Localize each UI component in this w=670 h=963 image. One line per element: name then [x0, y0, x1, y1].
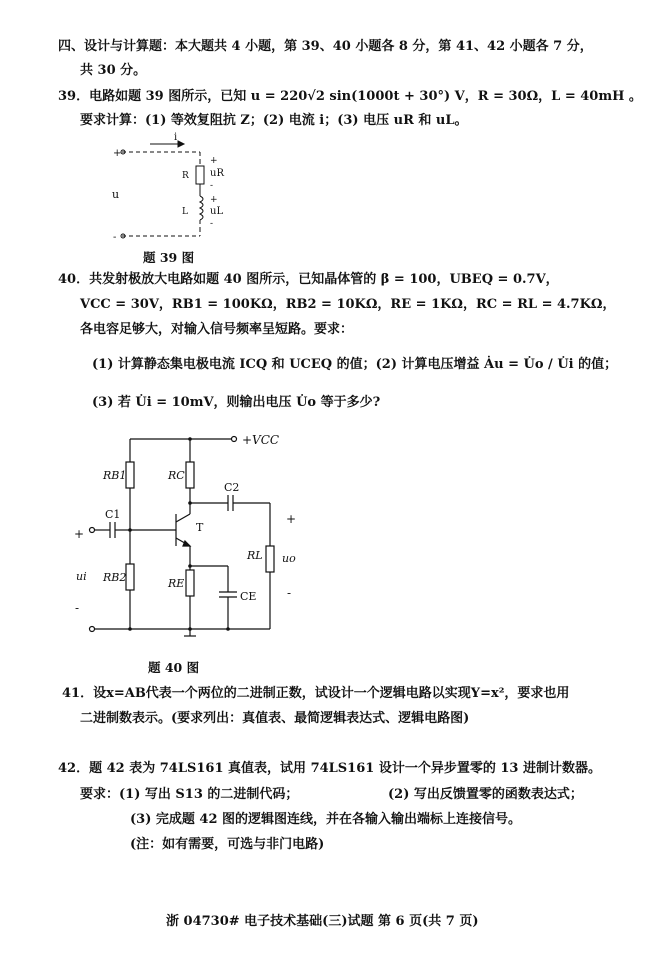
q42-req1: 要求：(1) 写出 S13 的二进制代码； [80, 787, 299, 802]
q42-line1: 42．题 42 表为 74LS161 真值表，试用 74LS161 设计一个异步置零的 13 进制计数器。 [58, 761, 601, 776]
section-header-cont: 共 30 分。 [80, 63, 147, 78]
q40-re-label: RE [168, 577, 185, 590]
q40-ui-label: ui [76, 570, 87, 583]
q40-transistor-label: T [196, 521, 204, 534]
q39-ur-minus: - [210, 181, 214, 191]
q40-rb2-label: RB2 [103, 571, 127, 584]
q40-req2: (3) 若 U̇i = 10mV，则输出电压 U̇o 等于多少? [92, 395, 381, 410]
q39-ul-label: uL [210, 206, 224, 217]
q42-req3: (3) 完成题 42 图的逻辑图连线，并在各输入输出端标上连接信号。 [130, 812, 522, 827]
q42-note: (注：如有需要，可选与非门电路) [130, 837, 325, 852]
q39-voltage-label: u [112, 188, 120, 201]
q40-line2: VCC = 30V，RB1 = 100KΩ，RB2 = 10KΩ，RE = 1KΩ，RC = RL = 4.7KΩ， [80, 297, 616, 312]
q40-c2-label: C2 [224, 481, 240, 494]
q40-out-plus: + [286, 512, 297, 526]
q40-req1: (1) 计算静态集电极电流 ICQ 和 UCEQ 的值；(2) 计算电压增益 Ȧu = U̇o / U̇i 的值； [92, 357, 618, 372]
q40-ce-label: CE [240, 590, 257, 603]
q41-line1: 41．设x=AB代表一个两位的二进制正数，试设计一个逻辑电路以实现Y=x²，要求也用 [62, 686, 570, 701]
q39-inductor-label: L [182, 207, 188, 217]
q39-resistor-label: R [182, 171, 189, 181]
q39-line2: 要求计算：(1) 等效复阻抗 Z；(2) 电流 i；(3) 电压 uR 和 uL。 [80, 113, 468, 128]
q39-ur-plus: + [210, 156, 218, 166]
q42-req2: (2) 写出反馈置零的函数表达式； [388, 787, 583, 802]
q40-rb1-label: RB1 [103, 469, 127, 482]
q40-vcc-label: +VCC [242, 433, 280, 447]
q40-uo-label: uo [282, 552, 296, 565]
q40-out-minus: - [287, 586, 292, 600]
q40-rc-label: RC [168, 469, 185, 482]
q40-in-minus: - [75, 601, 80, 615]
q39-ur-label: uR [210, 168, 224, 179]
section-header: 四、设计与计算题：本大题共 4 小题，第 39、40 小题各 8 分，第 41、42 小题各 7 分， [58, 39, 593, 54]
q39-minus-label: - [113, 232, 117, 243]
q40-in-plus: + [74, 527, 85, 541]
q40-rl-label: RL [247, 549, 263, 562]
q39-ul-plus: + [210, 195, 218, 205]
q39-plus-label: + [113, 148, 122, 159]
q40-c1-label: C1 [105, 508, 121, 521]
q41-line2: 二进制数表示。(要求列出：真值表、最简逻辑表达式、逻辑电路图) [80, 711, 470, 726]
q40-line3: 各电容足够大，对输入信号频率呈短路。要求： [80, 322, 354, 337]
q39-line1: 39．电路如题 39 图所示，已知 u = 220√2 sin(1000t + 30°) V，R = 30Ω，L = 40mH 。 [58, 89, 642, 104]
q39-ul-minus: - [210, 219, 214, 229]
q40-caption: 题 40 图 [148, 660, 200, 675]
q40-line1: 40．共发射极放大电路如题 40 图所示，已知晶体管的 β = 100，UBEQ = 0.7V， [58, 272, 559, 287]
q39-caption: 题 39 图 [143, 250, 195, 265]
page-footer: 浙 04730# 电子技术基础(三)试题 第 6 页(共 7 页) [166, 914, 479, 929]
q39-current-label: i [174, 132, 178, 143]
